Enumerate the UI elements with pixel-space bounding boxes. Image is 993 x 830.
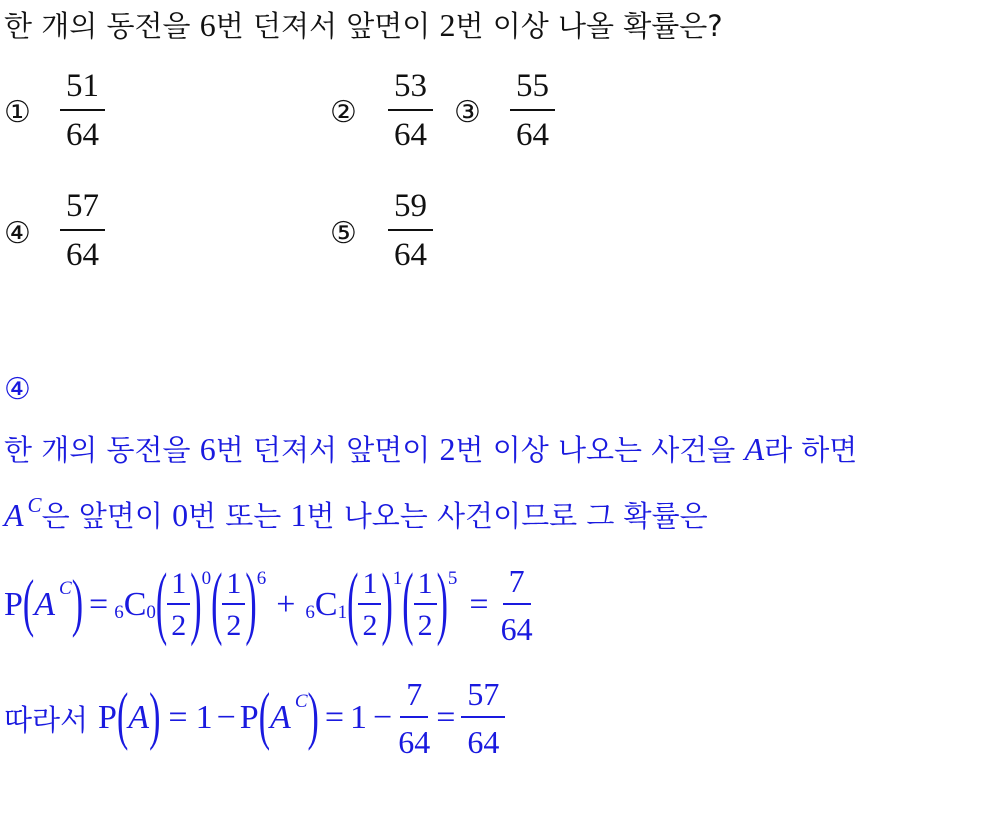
choice-fraction-4[interactable] [60,190,105,272]
answer-mark: ④ [4,372,31,407]
text: 번 이상 나오는 사건을 [455,433,736,467]
complement-sup: C [294,691,308,712]
equation-final-probability: 따라서 P ( A ) = 1 − P ( A C ) = 1 − $\frac{7}{64}$ = $\frac{57}{64}$ [4,676,505,760]
solution-line-1 [4,428,857,469]
half-fraction: 1 2 [414,569,437,641]
comb-n: 6 [114,602,124,623]
question-part: 번 이상 나올 확률은? [455,9,723,43]
question-part: 한 개의 동전을 [4,9,191,43]
comb-n: 6 [305,602,315,623]
question-part: 번 던져서 앞면이 [215,9,431,43]
question-number: 2 [439,7,456,43]
fraction-7-64: $\frac{7}{64}$ [398,676,431,760]
prob-symbol: P [98,699,117,736]
denominator: 64 [66,117,99,153]
denominator: 64 [516,117,549,153]
event-a: A [34,586,56,623]
number: 2 [439,431,456,467]
equation-complement-probability: P ( A C ) = 6 C 0 ( 1 2 ) 0 ( 1 2 ) 6 + 6 C 1 ( 1 2 ) 1 ( 1 2 ) 5 = $\frac{7}{64}$ [4,559,533,649]
event-a: A [128,699,150,736]
question-number: 6 [199,7,216,43]
prob-symbol: P [239,699,259,736]
text: 은 앞면이 [41,499,163,533]
choice-mark-4[interactable]: ④ [4,216,31,251]
choice-mark-5[interactable]: ⑤ [330,216,357,251]
numerator: 55 [510,70,555,111]
text: 번 나오는 사건이므로 그 확률은 [306,499,708,533]
number: 6 [199,431,216,467]
denominator: 64 [394,237,427,273]
one: 1 [350,699,368,736]
choice-fraction-3[interactable] [510,70,555,152]
event-a: A [270,699,291,736]
exponent: 0 [201,568,212,589]
number: 0 [172,497,189,533]
choice-fraction-5[interactable] [388,190,433,272]
comb-symbol: C [314,586,338,623]
choice-mark-3[interactable]: ③ [454,95,481,130]
numerator: 53 [388,70,433,111]
fraction-57-64: $\frac{57}{64}$ [461,678,505,758]
one: 1 [195,699,213,736]
half-fraction: 1 2 [358,569,381,641]
choice-mark-1[interactable]: ① [4,95,31,130]
choice-fraction-1[interactable] [60,70,105,152]
comb-k: 0 [146,602,156,623]
numerator: 59 [388,190,433,231]
therefore-text: 따라서 [4,702,89,737]
comb-symbol: C [123,586,147,623]
comb-k: 1 [337,602,348,623]
prob-symbol: P [4,586,23,623]
numerator: 51 [60,70,105,111]
choice-fraction-2[interactable] [388,70,433,152]
exponent: 5 [447,568,458,589]
half-fraction: 1 2 [167,569,190,641]
exponent: 6 [256,568,267,589]
denominator: 64 [66,237,99,273]
text: 라 하면 [764,433,858,467]
complement-sup: C [59,578,72,599]
text: 번 또는 [188,499,282,533]
text: 한 개의 동전을 [4,433,191,467]
event-a: A [744,431,765,467]
number: 1 [290,497,307,533]
question-text [4,4,723,45]
half-fraction: 1 2 [222,569,245,641]
complement-sup: C [27,493,42,517]
exponent: 1 [392,568,403,589]
numerator: 57 [60,190,105,231]
result-fraction: $\frac{7}{64}$ [500,563,533,647]
solution-line-2 [4,494,708,535]
text: 번 던져서 앞면이 [215,433,431,467]
choice-mark-2[interactable]: ② [330,95,357,130]
event-a: A [4,497,24,533]
denominator: 64 [394,117,427,153]
